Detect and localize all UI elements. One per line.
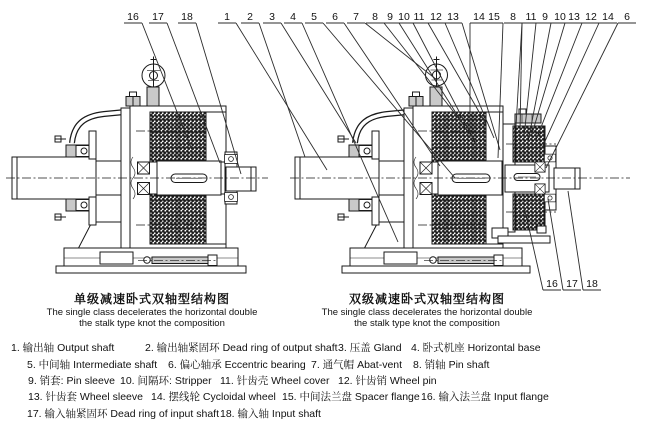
callout-number: 6 xyxy=(624,11,630,23)
legend-item: 5. 中间轴 Intermediate shaft xyxy=(27,359,158,371)
left-title-en-line2: the stalk type knot the composition xyxy=(79,318,225,329)
legend-item: 4. 卧式机座 Horizontal base xyxy=(411,342,541,354)
callout-number: 12 xyxy=(430,11,442,23)
callout-number: 8 xyxy=(510,11,516,23)
left-title-zh: 单级减速卧式双轴型结构图 xyxy=(73,292,230,306)
callout-number: 2 xyxy=(247,11,253,23)
callout-number: 7 xyxy=(353,11,359,23)
callout-number: 15 xyxy=(488,11,500,23)
legend-item: 16. 输入法兰盘 Input flange xyxy=(421,391,549,403)
callout-number: 11 xyxy=(525,11,537,23)
legend-item: 13. 针齿套 Wheel sleeve xyxy=(28,391,143,403)
legend-item: 11. 针齿壳 Wheel cover xyxy=(220,375,330,387)
legend-item: 18. 输入轴 Input shaft xyxy=(220,408,321,420)
callout-number: 17 xyxy=(566,278,578,290)
legend-item: 17. 输入轴紧固环 Dead ring of input shaft xyxy=(27,408,219,420)
callout-number: 13 xyxy=(568,11,580,23)
callout-number: 14 xyxy=(602,11,614,23)
callout-number: 16 xyxy=(127,11,139,23)
callout-number: 8 xyxy=(372,11,378,23)
callout-number: 3 xyxy=(269,11,275,23)
callout-number: 14 xyxy=(473,11,485,23)
legend-item: 6. 偏心轴承 Eccentric bearing xyxy=(168,359,306,371)
legend-item: 3. 压盖 Gland xyxy=(338,342,402,354)
callout-number: 13 xyxy=(447,11,459,23)
legend-item: 14. 摆线轮 Cycloidal wheel xyxy=(151,391,276,403)
callout-number: 12 xyxy=(585,11,597,23)
legend-item: 7. 通气帽 Abat-vent xyxy=(311,359,403,371)
callout-number: 9 xyxy=(542,11,548,23)
legend-item: 1. 输出轴 Output shaft xyxy=(11,342,115,354)
right-title-en-line1: The single class decelerates the horizontal double xyxy=(321,307,533,318)
callout-number: 6 xyxy=(332,11,338,23)
callout-number: 11 xyxy=(413,11,425,23)
legend-item: 9. 销套: Pin sleeve xyxy=(28,375,115,387)
legend-item: 10. 间隔环: Stripper xyxy=(120,375,212,387)
callout-number: 5 xyxy=(311,11,317,23)
callout-number: 9 xyxy=(387,11,393,23)
callout-number: 10 xyxy=(554,11,566,23)
legend-item: 2. 输出轴紧固环 Dead ring of output shaft xyxy=(145,342,338,354)
right-title-zh: 双级减速卧式双轴型结构图 xyxy=(348,292,505,306)
legend-item: 15. 中间法兰盘 Spacer flange xyxy=(282,391,420,403)
legend-item: 12. 针齿销 Wheel pin xyxy=(338,375,437,387)
callout-number: 18 xyxy=(181,11,193,23)
callout-number: 17 xyxy=(152,11,164,23)
left-title-en-line1: The single class decelerates the horizontal double xyxy=(46,307,258,318)
callout-number: 1 xyxy=(224,11,230,23)
callout-number: 18 xyxy=(586,278,598,290)
callout-number: 10 xyxy=(398,11,410,23)
callout-number: 4 xyxy=(290,11,296,23)
callout-number: 16 xyxy=(546,278,558,290)
right-title-en-line2: the stalk type knot the composition xyxy=(354,318,500,329)
legend-item: 8. 销轴 Pin shaft xyxy=(413,359,490,371)
